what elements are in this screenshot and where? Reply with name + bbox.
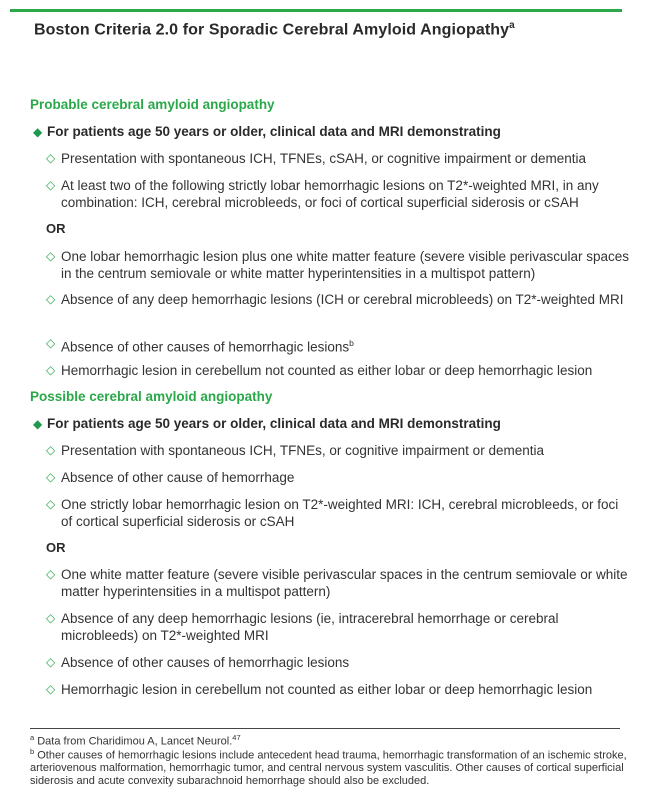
diamond-outline-icon: ◇: [46, 470, 56, 484]
diamond-outline-icon: ◇: [46, 249, 56, 263]
diamond-outline-icon: ◇: [46, 655, 56, 669]
list-item: ◇ Absence of any deep hemorrhagic lesions (ICH or cerebral microbleeds) on T2*-weighted MRI: [46, 292, 624, 307]
page-title: Boston Criteria 2.0 for Sporadic Cerebral Amyloid Angiopathy$^a$: [34, 20, 515, 39]
diamond-outline-icon: ◇: [46, 363, 56, 377]
diamond-outline-icon: ◇: [46, 611, 56, 625]
list-item: ◇ One lobar hemorrhagic lesion plus one white matter feature (severe visible perivascular spaces in the centrum semiovale or white matter hyperintensities in a multispot pattern): [46, 249, 630, 281]
top-accent-bar: [10, 9, 622, 12]
footnote-a: $^a$ Data from Charidimou A, Lancet Neurol.$^{47}$: [30, 733, 241, 748]
criteria-lead-possible: ◆ For patients age 50 years or older, clinical data and MRI demonstrating: [33, 416, 501, 431]
list-item: ◇ Absence of any deep hemorrhagic lesions (ie, intracerebral hemorrhage or cerebral microbleeds) on T2*-weighted MRI: [46, 611, 559, 643]
footnote-b: $^b$ Other causes of hemorrhagic lesions include antecedent head trauma, hemorrhagic transformation of an ischemic stroke, arteriovenous malformation, hemorrhagic tumor, and central nervous system vasculitis. Other causes of cortical superficial siderosis and acute convexity subarachnoid hemorrhage should also be excluded.: [30, 747, 627, 787]
or-separator: OR: [46, 221, 66, 236]
diamond-outline-icon: ◇: [46, 443, 56, 457]
list-item: ◇ Hemorrhagic lesion in cerebellum not counted as either lobar or deep hemorrhagic lesion: [46, 682, 593, 697]
diamond-bullet-icon: ◆: [33, 125, 43, 139]
list-item: ◇ One white matter feature (severe visible perivascular spaces in the centrum semiovale or white matter hyperintensities in a multispot pattern): [46, 567, 628, 599]
diamond-outline-icon: ◇: [46, 567, 56, 581]
diamond-outline-icon: ◇: [46, 178, 56, 192]
list-item: ◇ At least two of the following strictly lobar hemorrhagic lesions on T2*-weighted MRI, in any combination: ICH, cerebral microbleeds, or foci of cortical superficial siderosis or cSAH: [46, 178, 599, 210]
diamond-outline-icon: ◇: [46, 151, 56, 165]
list-item: ◇ Hemorrhagic lesion in cerebellum not counted as either lobar or deep hemorrhagic lesion: [46, 363, 593, 378]
list-item: ◇ One strictly lobar hemorrhagic lesion on T2*-weighted MRI: ICH, cerebral microbleeds, or foci of cortical superficial siderosis or cSAH: [46, 497, 619, 529]
section-heading-possible: Possible cerebral amyloid angiopathy: [30, 389, 273, 404]
section-heading-probable: Probable cerebral amyloid angiopathy: [30, 97, 275, 112]
diamond-outline-icon: ◇: [46, 682, 56, 696]
list-item: ◇ Presentation with spontaneous ICH, TFNEs, or cognitive impairment or dementia: [46, 443, 544, 458]
diamond-bullet-icon: ◆: [33, 417, 43, 431]
diamond-outline-icon: ◇: [46, 497, 56, 511]
list-item: ◇ Absence of other causes of hemorrhagic lesions$^b$: [46, 336, 354, 355]
or-separator: OR: [46, 540, 66, 555]
diamond-outline-icon: ◇: [46, 336, 56, 350]
diamond-outline-icon: ◇: [46, 292, 56, 306]
list-item: ◇ Presentation with spontaneous ICH, TFNEs, cSAH, or cognitive impairment or dementia: [46, 151, 586, 166]
list-item: ◇ Absence of other causes of hemorrhagic lesions: [46, 655, 350, 670]
footnote-divider: [30, 728, 620, 729]
list-item: ◇ Absence of other cause of hemorrhage: [46, 470, 295, 485]
criteria-lead-probable: ◆ For patients age 50 years or older, clinical data and MRI demonstrating: [33, 124, 501, 139]
